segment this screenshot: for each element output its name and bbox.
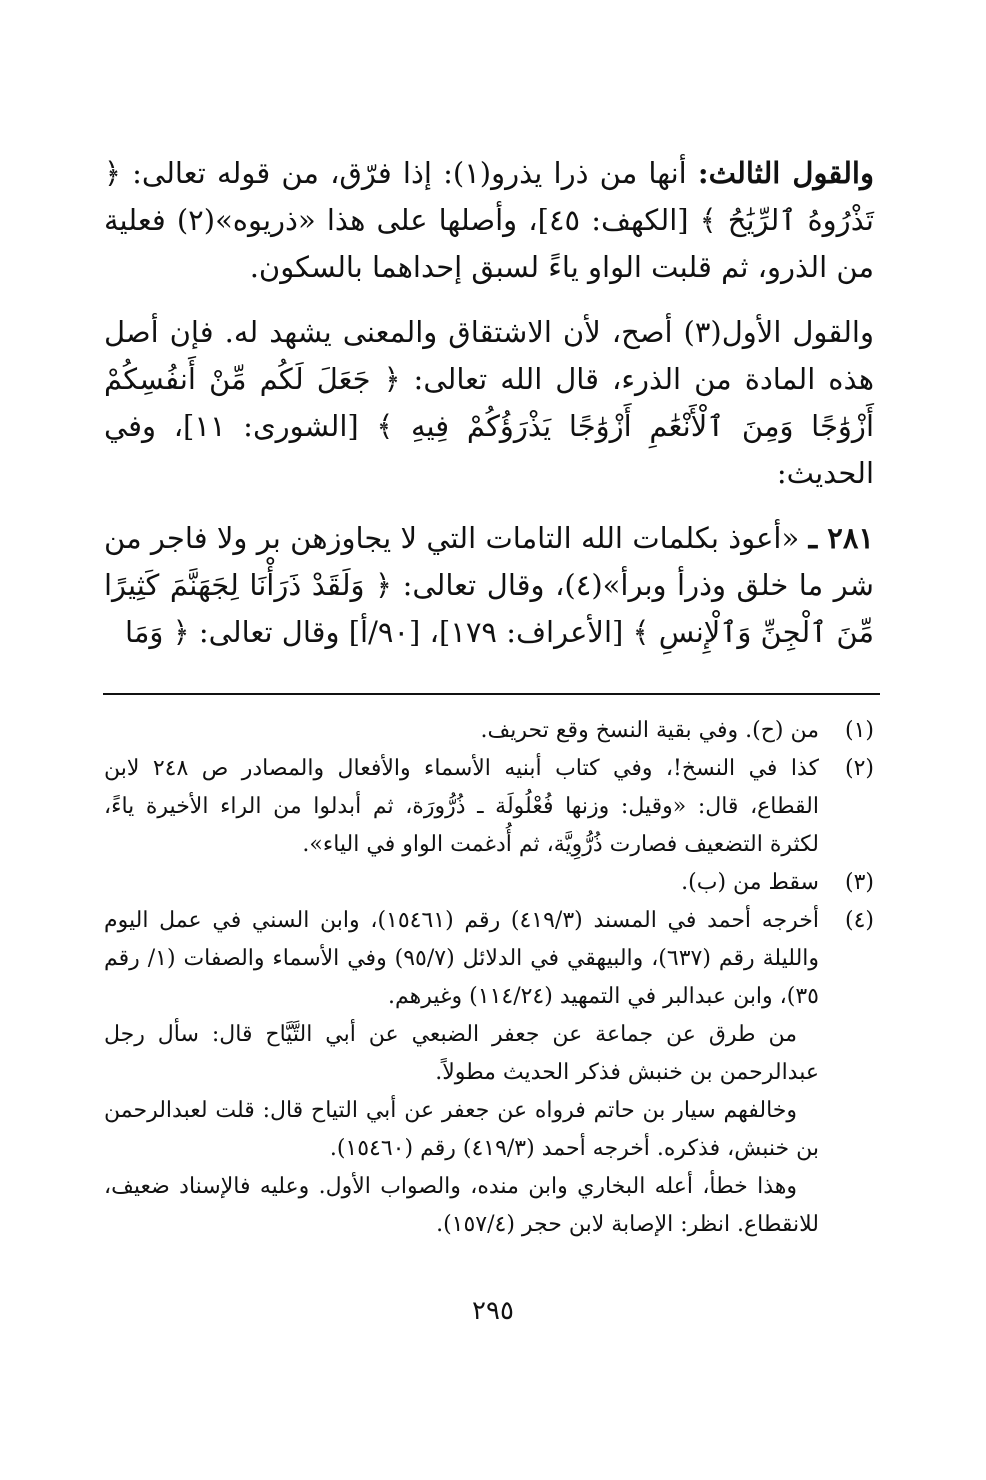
- footnote-1: [104, 712, 874, 750]
- footnote-4: [104, 902, 874, 1016]
- footnote-text: من (ح). وفي بقية النسخ وقع تحريف.: [480, 718, 819, 743]
- paragraph-third-opinion: [104, 150, 874, 291]
- paragraph-body: أنها من ذرا يذرو(١): إذا فرّق، من قوله تعالى: ﴿ تَذْرُوهُ ٱلرِّيَٰحُ ﴾ [الكهف: ٤٥]، وأصلها على هذا «ذريوه»(٢) فعلية من الذرو، ثم قلبت الواو ياءً لسبق إحداهما بالسكون.: [104, 156, 874, 284]
- footnote-number: (٢): [844, 756, 874, 781]
- footnote-2: [104, 750, 874, 864]
- footnote-3: [104, 864, 874, 902]
- footnote-text: سقط من (ب).: [681, 870, 819, 895]
- paragraph-hadith: [104, 515, 874, 656]
- paragraph-lead: والقول الثالث:: [697, 156, 874, 190]
- footnote-text: كذا في النسخ!، وفي كتاب أبنيه الأسماء والأفعال والمصادر ص ٢٤٨ لابن القطاع، قال: «وقيل: وزنها فُعْلُولَة ـ ذُرُّورَة، ثم أبدلوا من الراء الأخيرة ياءً، لكثرة التضعيف فصارت ذُرُّوِيَّة، ثم أُدغمت الواو في الياء».: [104, 756, 819, 857]
- hadith-number: ٢٨١ ـ: [808, 521, 874, 555]
- footnote-4-continuation: وهذا خطأ، أعله البخاري وابن منده، والصواب الأول. وعليه فالإسناد ضعيف، للانقطاع. انظر: الإصابة لابن حجر (١٥٧/٤).: [104, 1174, 819, 1237]
- page-number: ٢٩٥: [472, 1296, 514, 1326]
- hadith-body: «أعوذ بكلمات الله التامات التي لا يجاوزهن بر ولا فاجر من شر ما خلق وذرأ وبرأ»(٤)، وقال تعالى: ﴿ وَلَقَدْ ذَرَأْنَا لِجَهَنَّمَ كَثِيرًا مِّنَ ٱلْجِنِّ وَٱلْإِنسِ ﴾ [الأعراف: ١٧٩]، [٩٠/أ] وقال تعالى: ﴿ وَمَا: [104, 521, 874, 649]
- paragraph-first-opinion: والقول الأول(٣) أصح، لأن الاشتقاق والمعنى يشهد له. فإن أصل هذه المادة من الذرء، قال الله تعالى: ﴿ جَعَلَ لَكُم مِّنْ أَنفُسِكُمْ أَزْوَٰجًا وَمِنَ ٱلْأَنْعَٰمِ أَزْوَٰجًا يَذْرَؤُكُمْ فِيهِ ﴾ [الشورى: ١١]، وفي الحديث:: [104, 315, 874, 490]
- footnote-4-continuation: وخالفهم سيار بن حاتم فرواه عن جعفر عن أبي التياح قال: قلت لعبدالرحمن بن خنبش، فذكره. أخرجه أحمد (٤١٩/٣) رقم (١٥٤٦٠).: [104, 1098, 819, 1161]
- main-text: [104, 150, 874, 674]
- footnotes: [104, 712, 874, 1244]
- footnote-number: (١): [844, 718, 874, 743]
- footnote-number: (٣): [844, 870, 874, 895]
- footnote-4-continuation: من طرق عن جماعة عن جعفر الضبعي عن أبي التَّيَّاح قال: سأل رجل عبدالرحمن بن خنبش فذكر الحديث مطولاً.: [104, 1022, 819, 1085]
- footnote-number: (٤): [844, 908, 874, 933]
- footnote-text: أخرجه أحمد في المسند (٤١٩/٣) رقم (١٥٤٦١)، وابن السني في عمل اليوم والليلة رقم (٦٣٧)، والبيهقي في الدلائل (٩٥/٧) وفي الأسماء والصفات (١/ رقم ٣٥)، وابن عبدالبر في التمهيد (١١٤/٢٤) وغيرهم.: [104, 908, 820, 1009]
- footnote-divider: [103, 693, 880, 695]
